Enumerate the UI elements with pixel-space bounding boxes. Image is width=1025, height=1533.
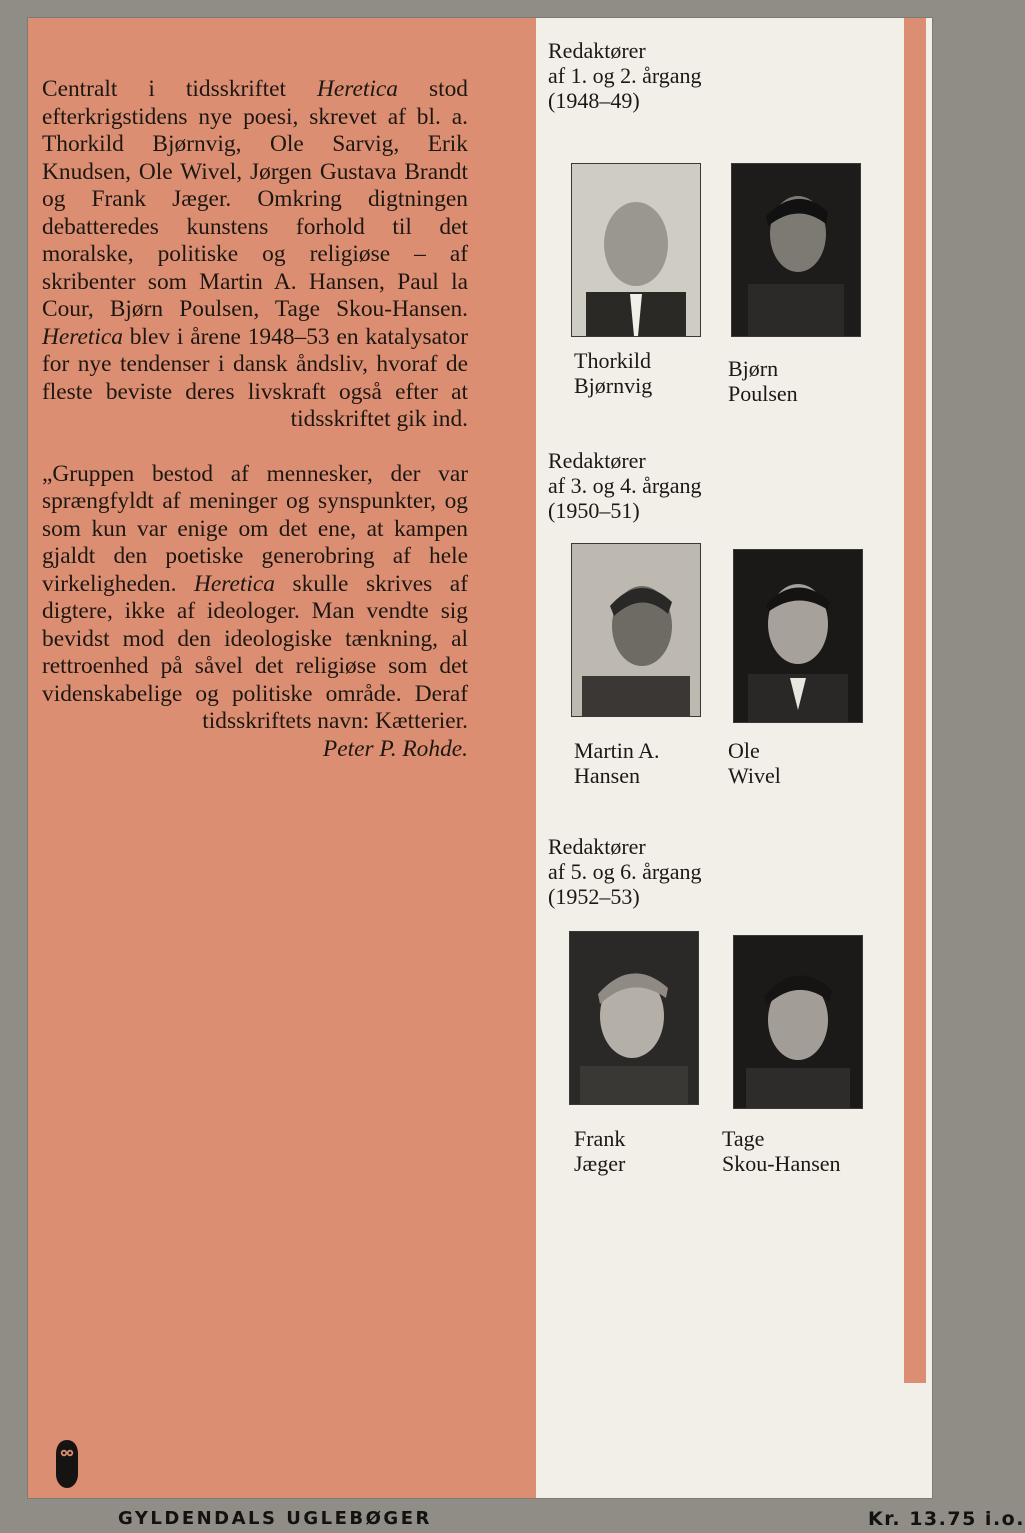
portrait-photo-thorkild-bjornvig [572,164,700,336]
editor-caption-6: Tage Skou-Hansen [722,1126,841,1176]
portrait-photo-tage-skou-hansen [734,936,862,1108]
editor-caption-2: Bjørn Poulsen [728,356,798,406]
portrait-photo-ole-wivel [734,550,862,722]
blurb-text [42,76,468,790]
portrait-photo-bjorn-poulsen [732,164,860,336]
publisher-name: GYLDENDALS UGLEBØGER [118,1508,432,1529]
blurb-paragraph-1: Centralt i tidsskriftet Heretica stod efterkrigstidens nye poesi, skrevet af bl. a. Thorkild Bjørnvig, Ole Sarvig, Erik Knudsen, Ole Wivel, Jørgen Gustava Brandt og Frank Jæger. Omkring digtningen debatteredes kunstens forhold til det moralske, politiske og religiøse – af skribenter som Martin A. Hansen, Paul la Cour, Bjørn Poulsen, Tage Skou-Hansen. Heretica blev i årene 1948–53 en katalysator for nye tendenser i dansk åndsliv, hvoraf de fleste beviste deres livskraft også efter at tidsskriftet gik ind. [42,76,468,432]
editor-group-heading-1: Redaktører af 1. og 2. årgang (1948–49) [548,38,702,113]
portrait-photo-martin-a-hansen [572,544,700,716]
editor-group-heading-3: Redaktører af 5. og 6. årgang (1952–53) [548,834,702,909]
quote-signature: Peter P. Rohde. [322,735,468,762]
editor-caption-3: Martin A. Hansen [574,738,660,788]
blurb-paragraph-2: „Gruppen bestod af mennesker, der var sprængfyldt af meninger og synspunkter, og som kun var enige om det ene, at kampen gjaldt den poetiske generobring af hele virkeligheden. Heretica skulle skrives af digtere, ikke af ideologer. Man vendte sig bevidst mod den ideologiske tænkning, al rettroenhed på såvel det religiøse som det videnskabelige og politiske område. Deraf tidsskriftets navn: Kætterier. Peter P. Rohde. [42,460,468,762]
right-edge-strip [904,18,926,1383]
portrait-photo-frank-jaeger [570,932,698,1104]
price-label: Kr. 13.75 i.o. [868,1508,1025,1530]
owl-logo-icon [56,1440,78,1488]
editor-group-heading-2: Redaktører af 3. og 4. årgang (1950–51) [548,448,702,523]
editor-caption-5: Frank Jæger [574,1126,626,1176]
editor-caption-4: Ole Wivel [728,738,781,788]
editor-caption-1: Thorkild Bjørnvig [574,348,653,398]
